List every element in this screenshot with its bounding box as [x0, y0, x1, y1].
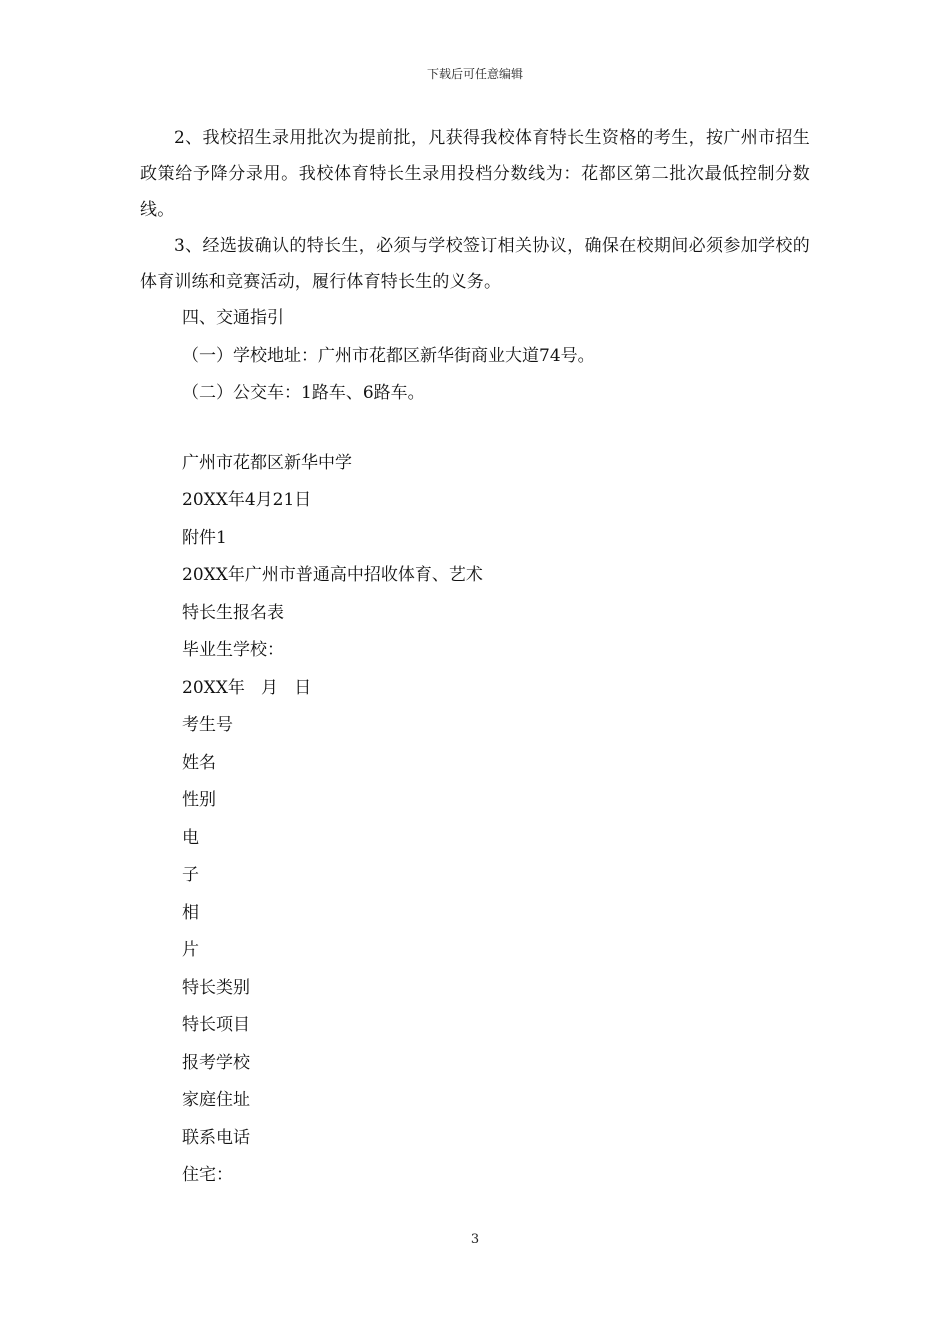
field-home-address: 家庭住址	[182, 1090, 250, 1110]
attachment-title-line1: 20XX年广州市普通高中招收体育、艺术	[182, 565, 483, 585]
attachment-label: 附件1	[182, 527, 227, 548]
field-graduate-school: 毕业生学校：	[182, 640, 284, 660]
blank-line	[140, 413, 810, 445]
field-photo-char-3: 相	[182, 902, 199, 923]
paragraph-admission-batch: 2、我校招生录用批次为提前批，凡获得我校体育特长生资格的考生，按广州市招生政策给予降分录用。我校体育特长生录用投档分数线为：花都区第二批次最低控制分数线。	[140, 128, 810, 220]
field-photo-char-4: 片	[182, 940, 199, 960]
field-form-date: 20XX年 月 日	[182, 677, 312, 698]
field-exam-number: 考生号	[182, 715, 233, 735]
field-photo-char-2: 子	[182, 865, 199, 885]
document-body	[140, 120, 810, 1195]
paragraph-agreement: 3、经选拔确认的特长生，必须与学校签订相关协议，确保在校期间必须参加学校的体育训练和竞赛活动，履行体育特长生的义务。	[140, 236, 810, 292]
field-phone: 联系电话	[182, 1127, 250, 1148]
field-residence: 住宅：	[182, 1165, 233, 1185]
field-specialty-item: 特长项目	[182, 1015, 250, 1035]
traffic-bus: （二）公交车：1路车、6路车。	[182, 383, 425, 403]
field-applied-school: 报考学校	[182, 1052, 250, 1073]
field-photo-char-1: 电	[182, 827, 199, 848]
attachment-title-line2: 特长生报名表	[182, 602, 284, 623]
signature-date: 20XX年4月21日	[182, 490, 312, 510]
page-header: 下载后可任意编辑	[426, 67, 523, 81]
traffic-address: （一）学校地址：广州市花都区新华街商业大道74号。	[182, 345, 595, 366]
field-specialty-category: 特长类别	[182, 977, 250, 998]
section-title-traffic: 四、交通指引	[182, 308, 284, 328]
field-gender: 性别	[182, 790, 216, 810]
field-name: 姓名	[182, 752, 216, 773]
page-number: 3	[470, 1232, 480, 1247]
signature-school: 广州市花都区新华中学	[182, 452, 352, 473]
